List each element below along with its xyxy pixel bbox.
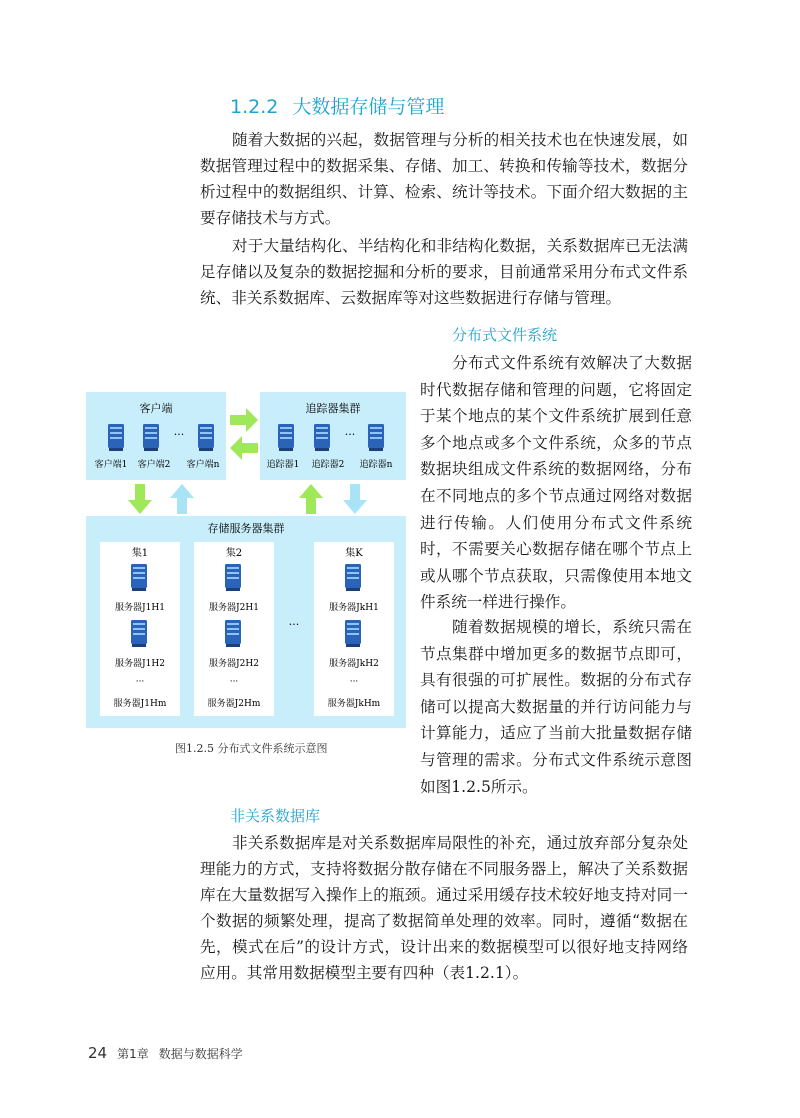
tracker-panel-title: 追踪器集群 (305, 402, 361, 415)
client-ellipsis: ··· (173, 428, 185, 441)
cluster-k-last-label: 服务器JkHm (327, 699, 381, 709)
tracker-1-icon (278, 424, 294, 451)
arrow-client-down (128, 484, 152, 514)
nosql-heading: 非关系数据库 (230, 807, 321, 825)
arrow-tracker-down (343, 484, 367, 514)
cluster-2-server-1-label: 服务器J2H1 (209, 603, 259, 613)
tracker-n-icon (368, 424, 384, 451)
arrow-tracker-to-client (230, 436, 258, 460)
cluster-k-title: 集K (345, 548, 363, 559)
tracker-2-icon (314, 424, 330, 451)
dfs-diagram (86, 392, 406, 732)
cluster-k-server-1-icon (345, 564, 361, 591)
arrow-client-to-tracker (230, 408, 258, 432)
cluster-2-server-2-label: 服务器J2H2 (209, 659, 259, 669)
tracker-n-label: 追踪器n (359, 460, 393, 470)
intro-paragraph-2: 对于大量结构化、半结构化和非结构化数据，关系数据库已无法满足存储以及复杂的数据挖掘和分析的要求，目前通常采用分布式文件系统、非关系数据库、云数据库等对这些数据进行存储与管理。 (200, 237, 688, 307)
client-1-icon (108, 424, 124, 451)
cluster-1-server-1-label: 服务器J1H1 (115, 603, 165, 613)
section-heading (230, 92, 444, 119)
client-2-icon (143, 424, 159, 451)
cluster-2-server-2-icon (225, 620, 241, 647)
cluster-1-title: 集1 (131, 548, 149, 559)
arrow-storage-to-tracker (299, 484, 323, 514)
client-n-icon (198, 424, 214, 451)
figure-caption: 图1.2.5 分布式文件系统示意图 (175, 742, 328, 755)
client-panel-title: 客户端 (139, 402, 173, 415)
chapter-title: 数据与数据科学 (158, 1047, 243, 1061)
cluster-1-last-label: 服务器J1Hm (113, 699, 167, 709)
tracker-1-label: 追踪器1 (266, 460, 300, 470)
nosql-paragraph: 非关系数据库是对关系数据库局限性的补充，通过放弃部分复杂处理能力的方式，支持将数据分散存储在不同服务器上，解决了关系数据库在大量数据写入操作上的瓶颈。通过采用缓存技术较好地支持对同一个数据的频繁处理，提高了数据简单处理的效率。同时，遵循“数据在先，模式在后”的设计方式，设计出来的数据模型可以很好地支持网络应用。其常用数据模型主要有四种（表1.2.1）。 (200, 834, 688, 982)
cluster-k-dots: ··· (349, 677, 359, 687)
dfs-paragraph-2: 随着数据规模的增长，系统只需在节点集群中增加更多的数据节点即可，具有很强的可扩展性。数据的分布式存储可以提高大数据量的并行访问能力与计算能力，适应了当前大批量数据存储与管理的需求。分布式文件系统示意图如图1.2.5所示。 (420, 618, 692, 796)
storage-panel-title: 存储服务器集群 (207, 522, 285, 535)
cluster-2-dots: ··· (229, 677, 239, 687)
intro-paragraph-1: 随着大数据的兴起，数据管理与分析的相关技术也在快速发展，如数据管理过程中的数据采集、存储、加工、转换和传输等技术，数据分析过程中的数据组织、计算、检索、统计等技术。下面介绍大数据的主要存储技术与方式。 (200, 131, 688, 227)
cluster-2-server-1-icon (225, 564, 241, 591)
cluster-2-last-label: 服务器J2Hm (207, 699, 261, 709)
cluster-2-title: 集2 (225, 548, 243, 559)
client-1-label: 客户端1 (94, 460, 128, 470)
chapter-label: 第1章 (117, 1047, 149, 1061)
tracker-2-label: 追踪器2 (311, 460, 345, 470)
cluster-k-server-2-label: 服务器JkH2 (329, 659, 379, 669)
cluster-1-dots: ··· (135, 677, 145, 687)
dfs-heading: 分布式文件系统 (452, 326, 558, 344)
page-footer (88, 1044, 243, 1062)
section-number: 1.2.2 (230, 96, 279, 118)
page-number: 24 (88, 1044, 108, 1062)
cluster-1-server-2-label: 服务器J1H2 (115, 659, 165, 669)
cluster-k-server-2-icon (345, 620, 361, 647)
arrow-storage-to-client (170, 484, 194, 514)
tracker-ellipsis: ··· (344, 428, 356, 441)
cluster-ellipsis: ··· (288, 618, 300, 631)
client-2-label: 客户端2 (137, 460, 171, 470)
cluster-k-server-1-label: 服务器JkH1 (329, 603, 379, 613)
client-n-label: 客户端n (186, 460, 220, 470)
cluster-1-server-2-icon (131, 620, 147, 647)
dfs-paragraph-1: 分布式文件系统有效解决了大数据时代数据存储和管理的问题，它将固定于某个地点的某个文件系统扩展到任意多个地点或多个文件系统，众多的节点数据块组成文件系统的数据网络，分布在不同地点的多个节点通过网络对数据进行传输。人们使用分布式文件系统时，不需要关心数据存储在哪个节点上或从哪个节点获取，只需像使用本地文件系统一样进行操作。 (420, 354, 692, 612)
cluster-1-server-1-icon (131, 564, 147, 591)
section-title: 大数据存储与管理 (292, 96, 445, 118)
